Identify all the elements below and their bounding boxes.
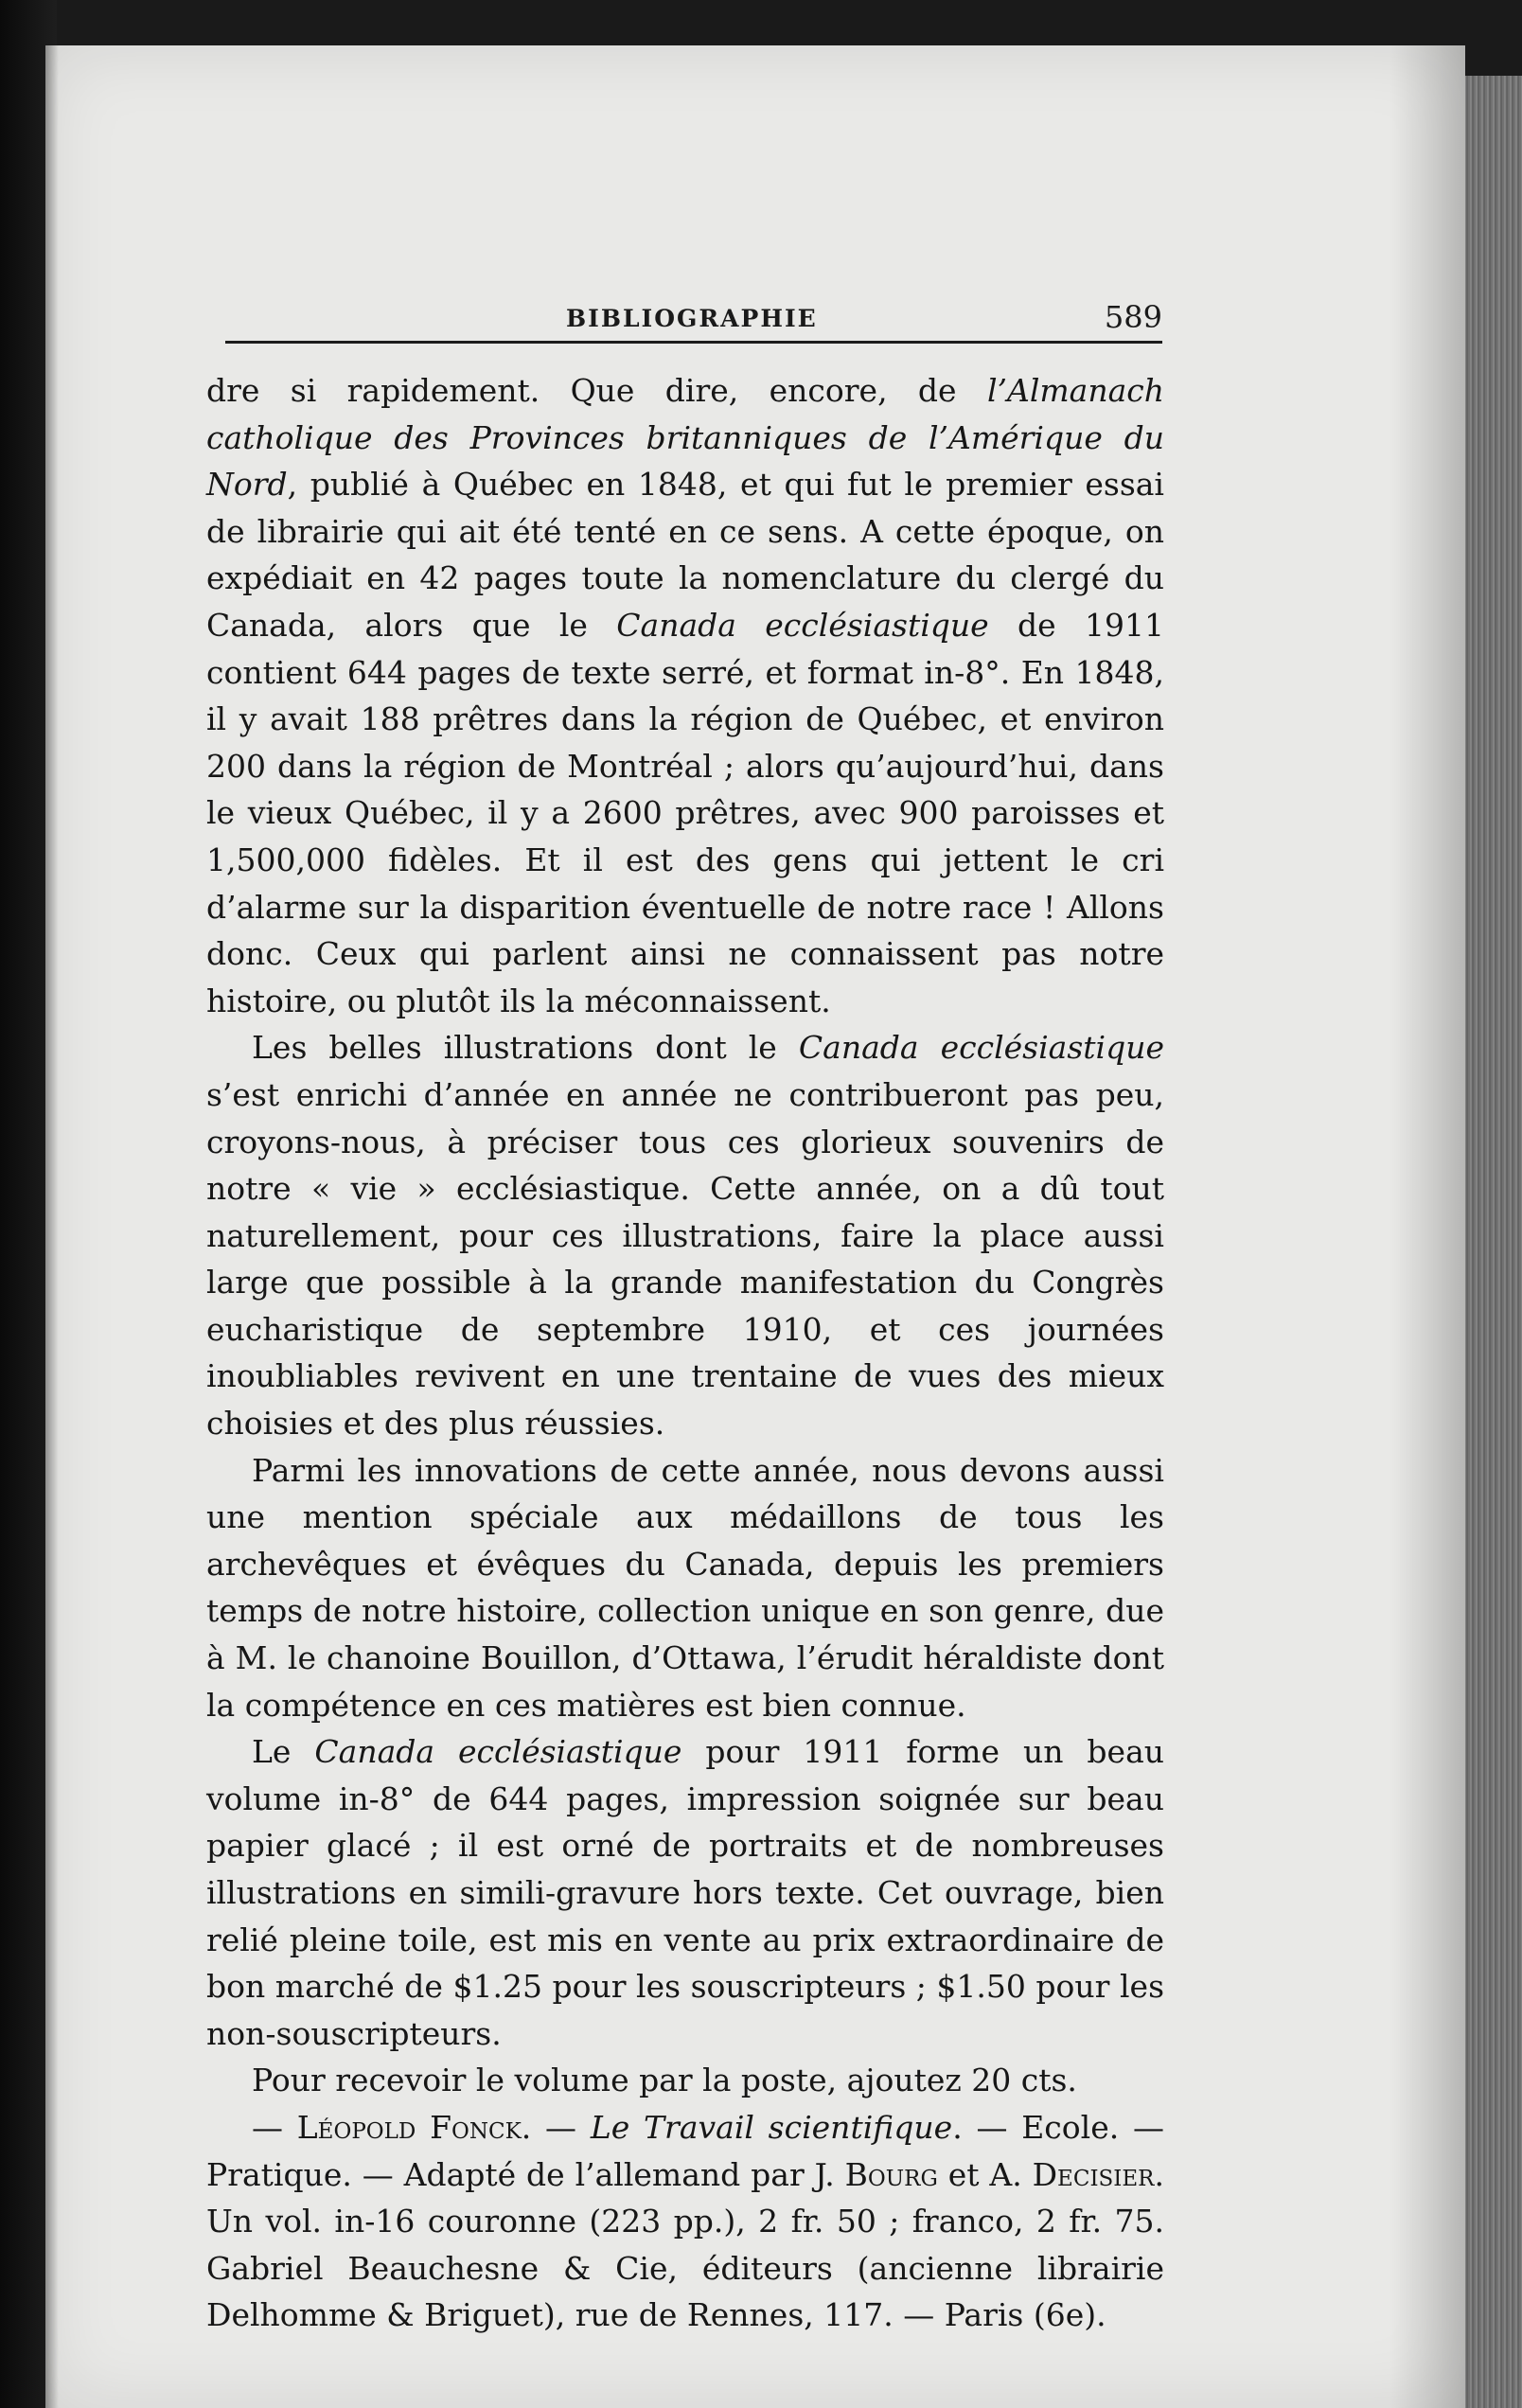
p2-italic-canada: Canada ecclésiastique (798, 1029, 1164, 1067)
paragraph-2 (206, 1024, 1164, 1446)
p6-author-name: Léopold Fonck (296, 2108, 522, 2146)
p6-text-5: . Un vol. in-16 couronne (223 pp.), 2 fr. 50 ; franco, 2 fr. 75. Gabriel Beauchesne & Cie, éditeurs (ancienne librairie Delhomme & Briguet), rue de Rennes, 117. — Paris (6e). (206, 2155, 1164, 2334)
p6-italic-title: Le Travail scientifique (590, 2108, 953, 2146)
p1-text-3: de 1911 contient 644 pages de texte serré, et format in-8°. En 1848, il y avait 188 prêtres dans la région de Québec, et environ 200 dans la région de Montréal ; alors qu’aujourd’hui, dans le vieux Québec, il y a 2600 prêtres, avec 900 paroisses et 1,500,000 fidèles. Et il est des gens qui jettent le cri d’alarme sur la disparition éventuelle de notre race ! Allons donc. Ceux qui parlent ainsi ne connaissent pas notre histoire, ou plutôt ils la méconnaissent. (206, 606, 1164, 1019)
p4-text-1: Le (252, 1733, 315, 1771)
p6-text-3: . — Ecole. — Pratique. — Adapté de l’allemand par J. (206, 2108, 1164, 2193)
book-page (45, 45, 1465, 2408)
p6-text-4: et A. (937, 2155, 1033, 2193)
p6-translator-decisier: Decisier (1032, 2155, 1155, 2193)
p1-italic-canada: Canada ecclésiastique (616, 606, 989, 644)
p2-text-1: Les belles illustrations dont le (252, 1029, 799, 1067)
page-edge-shadow (1389, 45, 1465, 2408)
p1-text-1: dre si rapidement. Que dire, encore, de (206, 372, 987, 409)
p1-italic-almanach: l’Almanach catholique des Provinces britanniques de l’Amérique du Nord (206, 372, 1164, 504)
paragraph-5: Pour recevoir le volume par la poste, ajoutez 20 cts. (252, 2062, 1077, 2099)
p4-italic-canada: Canada ecclésiastique (314, 1733, 682, 1771)
p2-text-2: s’est enrichi d’année en année ne contribueront pas peu, croyons-nous, à préciser tous ces glorieux souvenirs de notre « vie » ecclésiastique. Cette année, on a dû tout naturellement, pour ces illustrations, faire la place aussi large que possible à la grande manifestation du Congrès eucharistique de septembre 1910, et ces journées inoubliables revivent en une trentaine de vues des mieux choisies et des plus réussies. (206, 1075, 1164, 1443)
paragraph-4 (206, 1728, 1164, 2057)
p6-translator-bourg: Bourg (844, 2155, 938, 2193)
p6-text-1: — (252, 2108, 297, 2146)
paragraph-1 (206, 367, 1164, 1024)
running-head (225, 293, 1162, 344)
p6-text-2: . — (521, 2108, 591, 2146)
running-title: BIBLIOGRAPHIE (566, 305, 818, 332)
page-number: 589 (1104, 299, 1162, 335)
p4-text-2: pour 1911 forme un beau volume in-8° de 644 pages, impression soignée sur beau papier glacé ; il est orné de portraits et de nombreuses illustrations en simili-gravure hors texte. Cet ouvrage, bien relié pleine toile, est mis en vente au prix extraordinaire de bon marché de $1.25 pour les souscripteurs ; $1.50 pour les non-souscripteurs. (206, 1733, 1164, 2052)
body-text (206, 367, 1164, 2339)
paragraph-6 (206, 2104, 1164, 2339)
p1-text-2: , publié à Québec en 1848, et qui fut le premier essai de librairie qui ait été tenté en ce sens. A cette époque, on expédiait en 42 pages toute la nomenclature du clergé du Canada, alors que le (206, 466, 1164, 644)
page-gutter-shadow (45, 45, 59, 2408)
paragraph-3: Parmi les innovations de cette année, nous devons aussi une mention spéciale aux médaillons de tous les archevêques et évêques du Canada, depuis les premiers temps de notre histoire, collection unique en son genre, due à M. le chanoine Bouillon, d’Ottawa, l’érudit héraldiste dont la compétence en ces matières est bien connue. (206, 1451, 1164, 1724)
